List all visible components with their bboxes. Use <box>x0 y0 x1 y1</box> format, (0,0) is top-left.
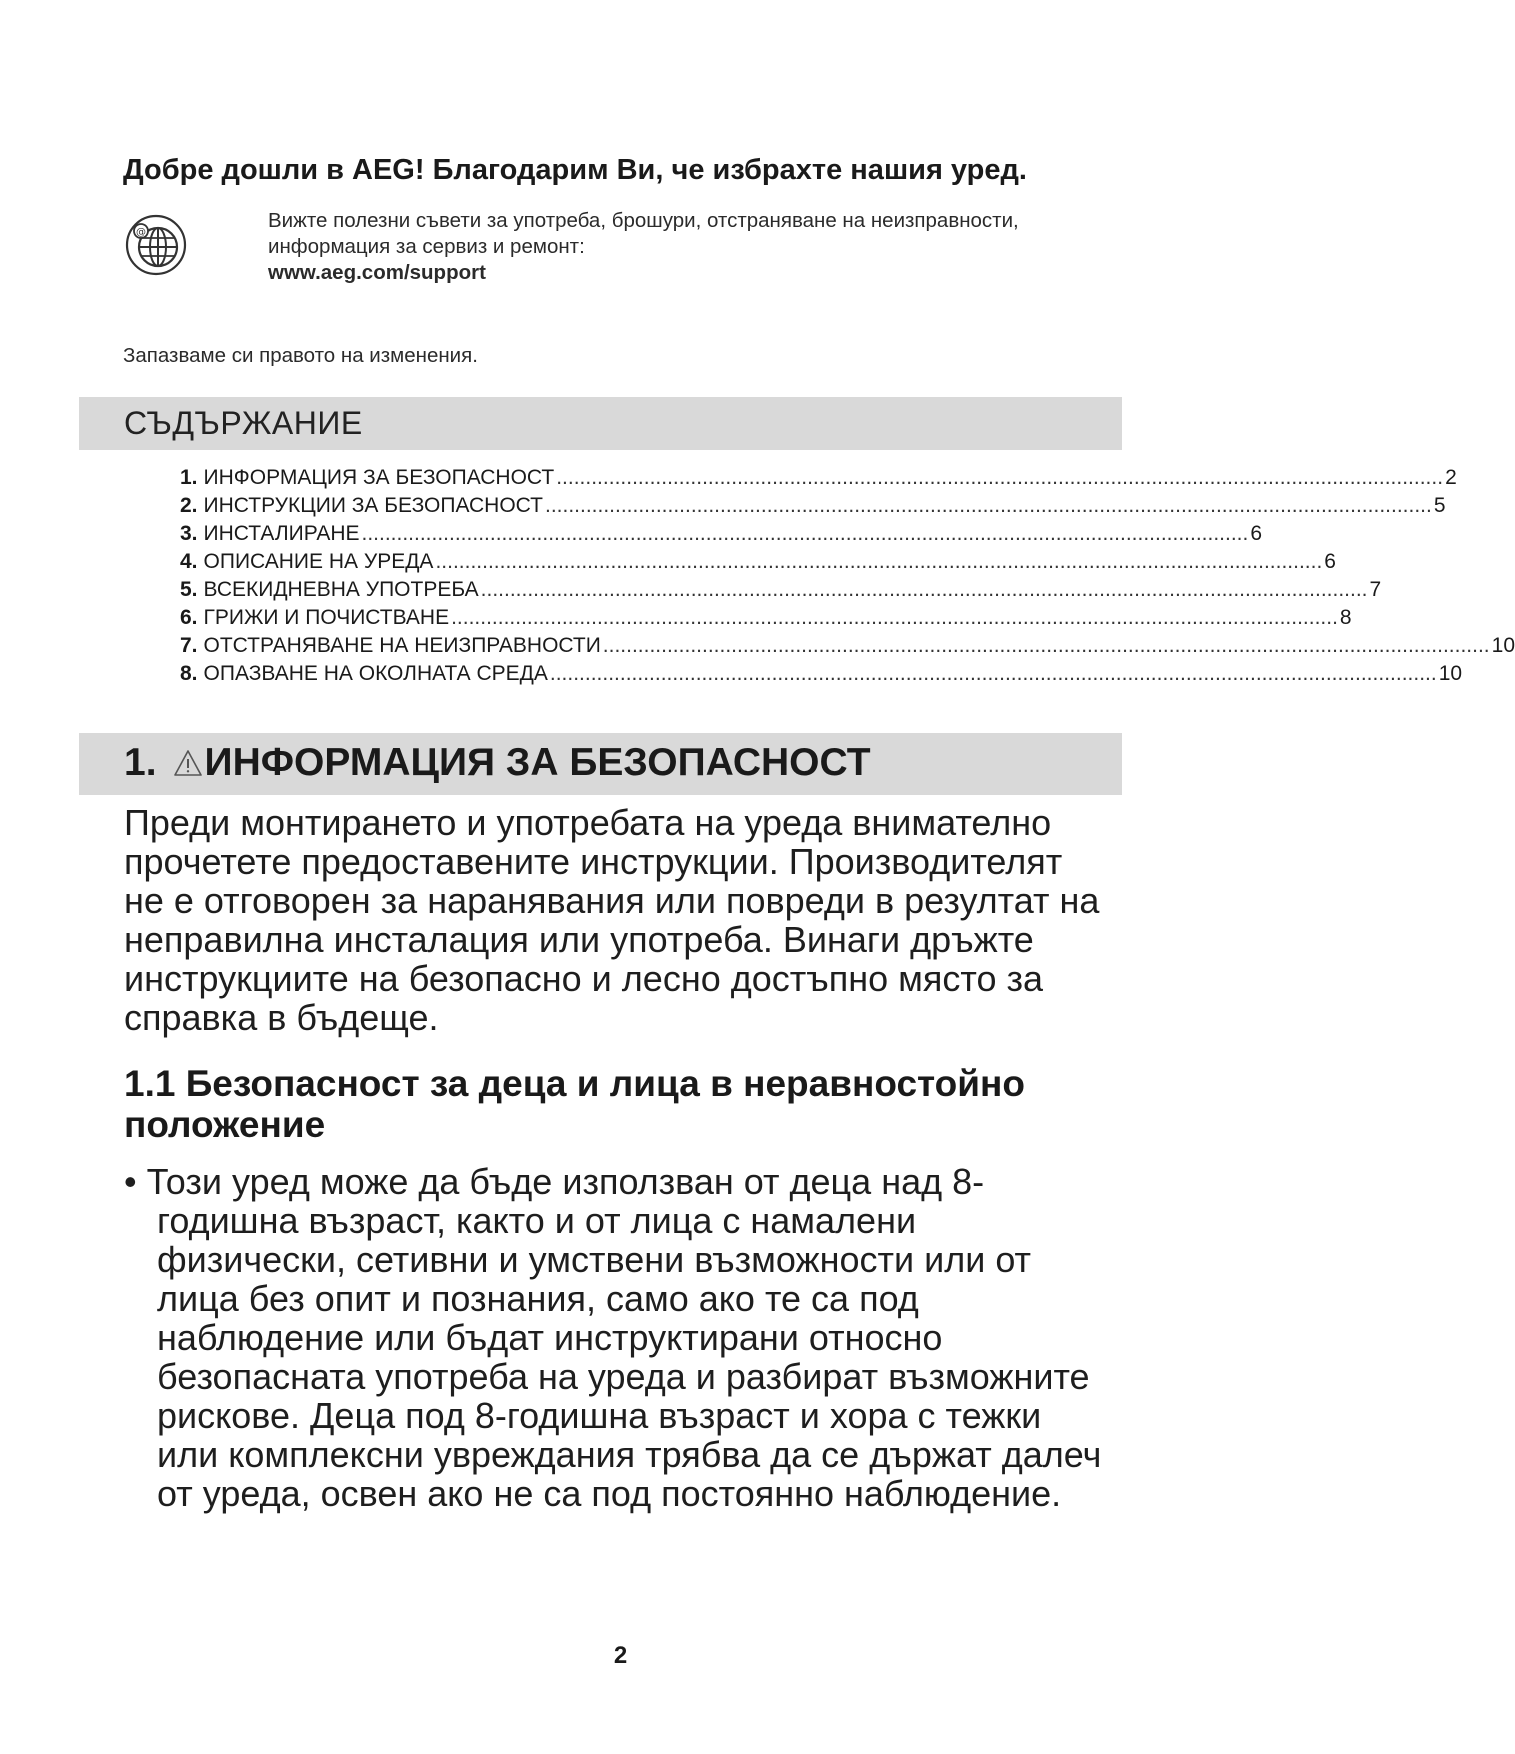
toc-item[interactable] <box>180 464 1457 492</box>
toc-dot-leader: ........................................................................................................................................................ <box>435 550 1323 573</box>
bullet-line: • Този уред може да бъде използван от деца над 8- <box>124 1161 985 1202</box>
toc-item-label: ИНСТАЛИРАНЕ <box>203 522 360 545</box>
paragraph-line: Преди монтирането и употребата на уреда внимателно <box>124 802 1052 843</box>
paragraph-line: прочетете предоставените инструкции. Производителят <box>124 841 1063 882</box>
subsection-title-line: 1.1 Безопасност за деца и лица в неравностойно <box>124 1063 1025 1104</box>
toc-item[interactable] <box>180 548 1336 576</box>
toc-item-page: 6 <box>1250 522 1263 545</box>
toc-item-number: 1. <box>180 466 198 489</box>
toc-dot-leader: ........................................................................................................................................................ <box>544 494 1432 517</box>
page-number: 2 <box>613 1642 628 1669</box>
toc-item-page: 7 <box>1369 578 1382 601</box>
section-1-title <box>124 741 871 785</box>
toc-item-label: ОПИСАНИЕ НА УРЕДА <box>203 550 434 573</box>
toc-item[interactable] <box>180 604 1352 632</box>
warning-icon <box>173 748 203 778</box>
paragraph-line: инструкциите на безопасно и лесно достъпно място за <box>124 958 1044 999</box>
bullet-line: наблюдение или бъдат инструктирани относно <box>157 1317 943 1358</box>
toc-item[interactable] <box>180 492 1446 520</box>
subsection-title-line: положение <box>124 1104 326 1145</box>
bullet-line: безопасната употреба на уреда и разбират възможните <box>157 1356 1090 1397</box>
bullet-item <box>124 1162 1101 1513</box>
toc-dot-leader: ........................................................................................................................................................ <box>602 634 1490 657</box>
paragraph-line: не е отговорен за наранявания или повреди в резултат на <box>124 880 1100 921</box>
globe-support-icon <box>124 213 188 277</box>
toc-item[interactable] <box>180 660 1463 688</box>
toc-item-label: ГРИЖИ И ПОЧИСТВАНЕ <box>203 606 450 629</box>
toc-item[interactable] <box>180 520 1263 548</box>
table-of-contents <box>180 464 1515 688</box>
toc-item-number: 4. <box>180 550 198 573</box>
paragraph-line: неправилна инсталация или употреба. Винаги дръжте <box>124 919 1034 960</box>
support-info <box>268 208 1019 286</box>
bullet-line: физически, сетивни и умствени възможности или от <box>157 1239 1032 1280</box>
toc-item-number: 6. <box>180 606 198 629</box>
support-line-2: информация за сервиз и ремонт: <box>268 235 585 258</box>
toc-item-label: ОПАЗВАНЕ НА ОКОЛНАТА СРЕДА <box>203 662 548 685</box>
toc-item[interactable] <box>180 632 1515 660</box>
section-title-text: ИНФОРМАЦИЯ ЗА БЕЗОПАСНОСТ <box>204 741 871 784</box>
svg-text:@: @ <box>136 227 146 238</box>
toc-item-label: ИНСТРУКЦИИ ЗА БЕЗОПАСНОСТ <box>203 494 543 517</box>
toc-item-number: 8. <box>180 662 198 685</box>
toc-item-number: 3. <box>180 522 198 545</box>
paragraph-line: справка в бъдеще. <box>124 997 439 1038</box>
support-url-link[interactable]: www.aeg.com/support <box>268 261 486 284</box>
toc-item-page: 10 <box>1491 634 1515 657</box>
bullet-line: лица без опит и познания, само ако те са под <box>157 1278 919 1319</box>
toc-item-label: ВСЕКИДНЕВНА УПОТРЕБА <box>203 578 479 601</box>
toc-item[interactable] <box>180 576 1382 604</box>
toc-item-page: 10 <box>1438 662 1463 685</box>
subsection-1-1-title <box>124 1063 1025 1145</box>
bullet-line: от уреда, освен ако не са под постоянно наблюдение. <box>157 1473 1062 1514</box>
bullet-line: рискове. Деца под 8-годишна възраст и хора с тежки <box>157 1395 1042 1436</box>
toc-item-page: 2 <box>1445 466 1457 489</box>
toc-item-number: 5. <box>180 578 198 601</box>
toc-dot-leader: ........................................................................................................................................................ <box>556 466 1444 489</box>
toc-item-page: 5 <box>1433 494 1446 517</box>
toc-dot-leader: ........................................................................................................................................................ <box>549 662 1437 685</box>
toc-dot-leader: ........................................................................................................................................................ <box>451 606 1338 629</box>
toc-item-page: 8 <box>1339 606 1352 629</box>
toc-title: СЪДЪРЖАНИЕ <box>124 405 363 441</box>
toc-item-number: 7. <box>180 634 198 657</box>
section-number: 1. <box>124 741 157 784</box>
toc-dot-leader: ........................................................................................................................................................ <box>361 522 1249 545</box>
bullet-line: или комплексни увреждания трябва да се държат далеч <box>157 1434 1102 1475</box>
support-line-1: Вижте полезни съвети за употреба, брошури, отстраняване на неизправности, <box>268 209 1019 232</box>
toc-item-number: 2. <box>180 494 198 517</box>
welcome-heading: Добре дошли в AEG! Благодарим Ви, че избрахте нашия уред. <box>123 154 1027 186</box>
toc-item-page: 6 <box>1324 550 1336 573</box>
safety-intro-paragraph <box>124 803 1099 1037</box>
rights-reserved-note: Запазваме си правото на изменения. <box>123 344 478 367</box>
toc-item-label: ОТСТРАНЯВАНЕ НА НЕИЗПРАВНОСТИ <box>203 634 601 657</box>
toc-dot-leader: ........................................................................................................................................................ <box>480 578 1368 601</box>
bullet-line: годишна възраст, както и от лица с намалени <box>157 1200 917 1241</box>
toc-item-label: ИНФОРМАЦИЯ ЗА БЕЗОПАСНОСТ <box>203 466 555 489</box>
